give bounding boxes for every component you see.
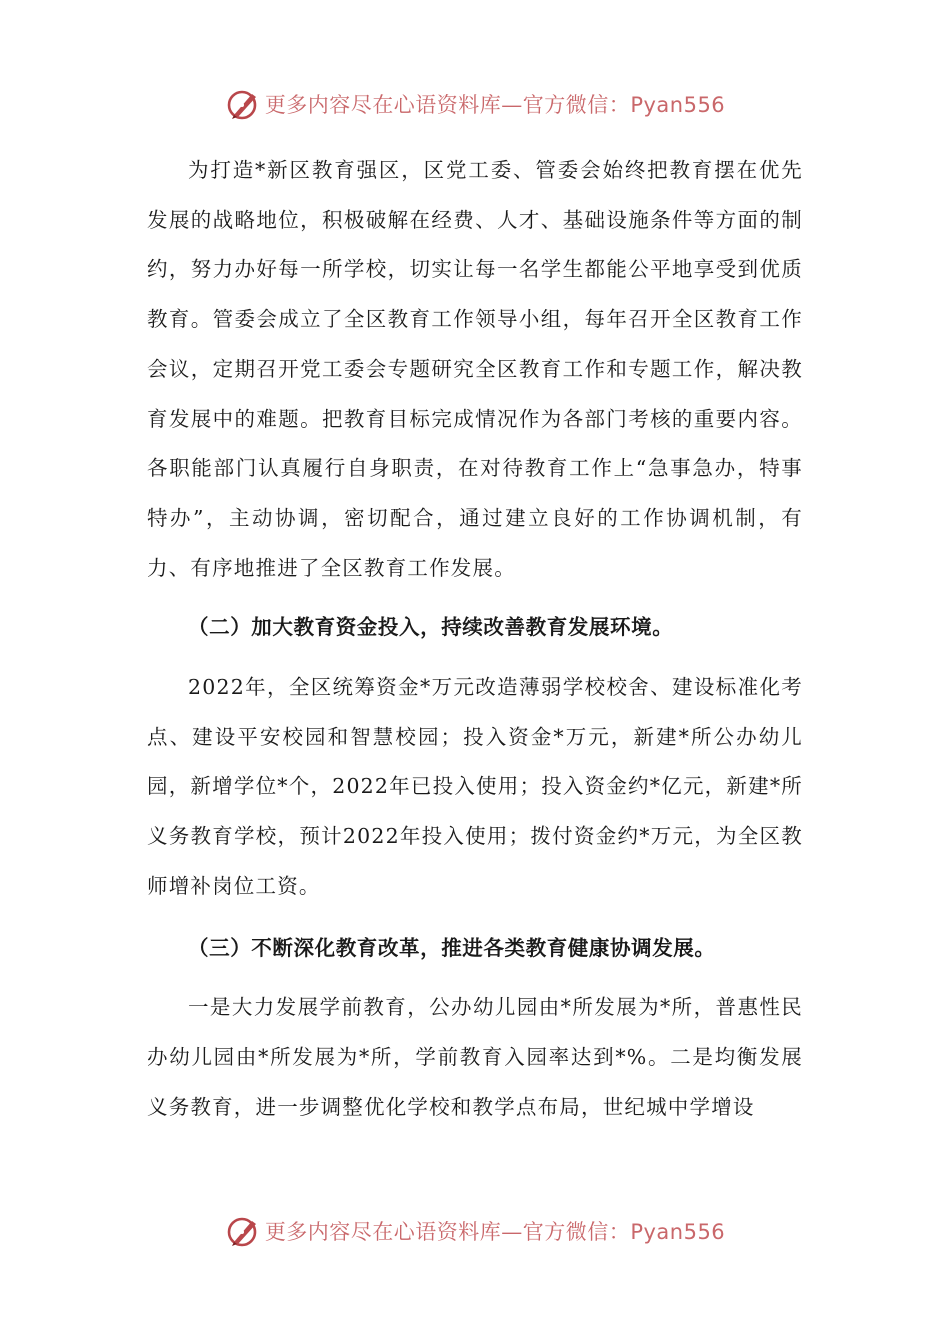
footer-watermark-banner (0, 1211, 950, 1251)
pen-circle-logo-icon (225, 86, 261, 122)
section-heading-2: （二）加大教育资金投入，持续改善教育发展环境。 (188, 615, 674, 640)
pen-circle-logo-icon (225, 1213, 261, 1249)
paragraph-funding: 2022年，全区统筹资金*万元改造薄弱学校校舍、建设标准化考点、建设平安校园和智慧校园；投入资金*万元，新建*所公办幼儿园，新增学位*个，2022年已投入使用；投入资金约*亿元，新建*所义务教育学校，预计2022年投入使用；拨付资金约*万元，为全区教师增补岗位工资。 (147, 675, 803, 898)
section-heading-3: （三）不断深化教育改革，推进各类教育健康协调发展。 (188, 935, 716, 960)
document-body (147, 146, 803, 1132)
watermark-text: 更多内容尽在心语资料库—官方微信：Pyan556 (264, 93, 726, 117)
paragraph-reform: 一是大力发展学前教育，公办幼儿园由*所发展为*所，普惠性民办幼儿园由*所发展为*所，学前教育入园率达到*%。二是均衡发展义务教育，进一步调整优化学校和教学点布局，世纪城中学增设 (147, 995, 803, 1119)
header-watermark-banner (0, 84, 950, 124)
watermark-text: 更多内容尽在心语资料库—官方微信：Pyan556 (264, 1220, 726, 1244)
paragraph-intro: 为打造*新区教育强区，区党工委、管委会始终把教育摆在优先发展的战略地位，积极破解在经费、人才、基础设施条件等方面的制约，努力办好每一所学校，切实让每一名学生都能公平地享受到优质教育。管委会成立了全区教育工作领导小组，每年召开全区教育工作会议，定期召开党工委会专题研究全区教育工作和专题工作，解决教育发展中的难题。把教育目标完成情况作为各部门考核的重要内容。各职能部门认真履行自身职责，在对待教育工作上“急事急办，特事特办”，主动协调，密切配合，通过建立良好的工作协调机制，有力、有序地推进了全区教育工作发展。 (147, 158, 803, 580)
